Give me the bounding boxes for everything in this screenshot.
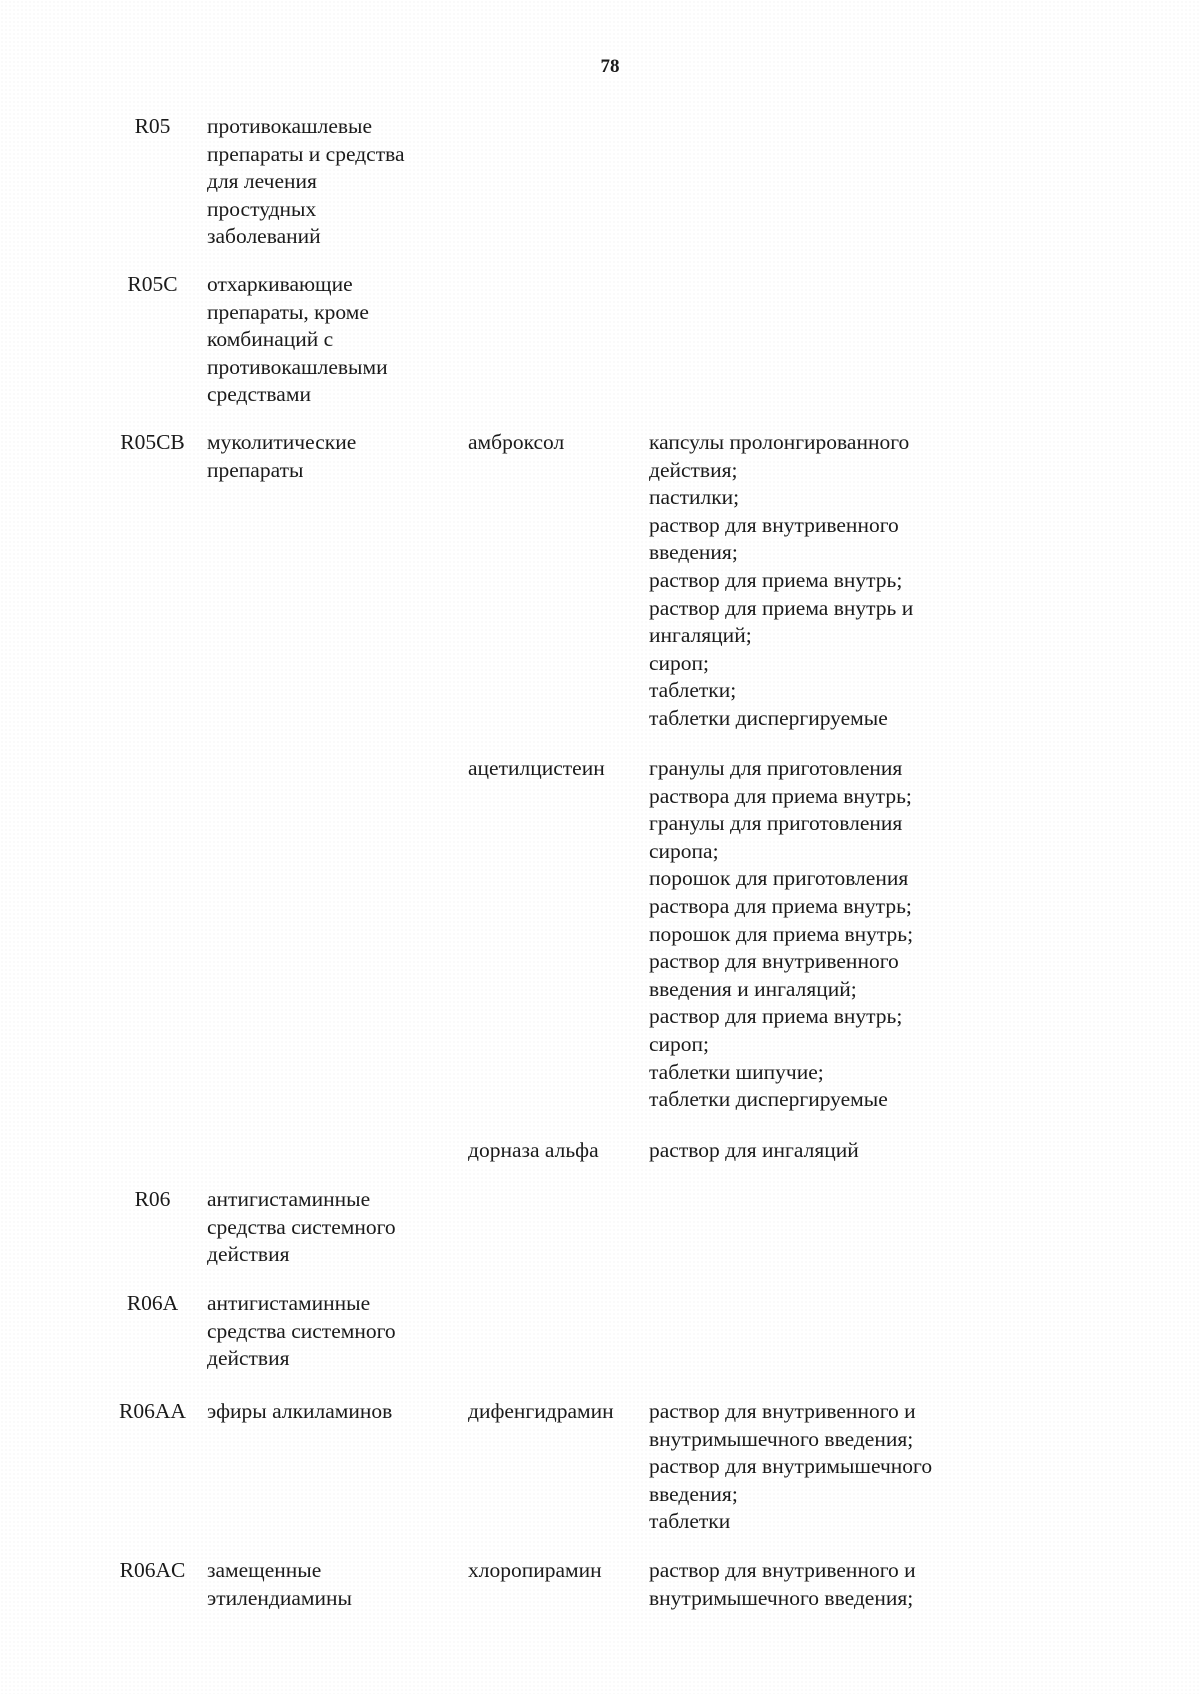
atc-group-name: [207, 113, 447, 251]
drug-name: амброксол: [468, 430, 565, 454]
form-line: гранулы для приготовления: [649, 756, 903, 780]
name-line: противокашлевыми: [207, 354, 388, 379]
name-line: антигистаминные: [207, 1187, 371, 1211]
form-line: раствор для внутривенного и: [649, 1558, 916, 1582]
atc-group-name: [207, 1557, 447, 1612]
form-line: сироп;: [649, 1031, 710, 1056]
drug-name: дифенгидрамин: [468, 1399, 614, 1423]
form-line: раствор для приема внутрь;: [649, 1004, 903, 1029]
name-line: простудных: [207, 196, 317, 221]
form-line: таблетки;: [649, 678, 737, 703]
form-line: раствор для ингаляций: [649, 1138, 859, 1162]
dosage-forms: [649, 429, 989, 733]
name-line: средствами: [207, 382, 311, 407]
form-line: внутримышечного введения;: [649, 1585, 914, 1610]
form-line: таблетки шипучие;: [649, 1059, 824, 1084]
drug-name: хлоропирамин: [468, 1558, 602, 1582]
dosage-forms: [649, 1137, 989, 1165]
drug-name: дорназа альфа: [468, 1138, 599, 1162]
dosage-forms: [649, 755, 989, 1114]
name-line: комбинаций с: [207, 327, 334, 352]
atc-group-name: [207, 1398, 447, 1426]
atc-group-name: [207, 1290, 447, 1373]
atc-code: R05: [134, 114, 171, 138]
atc-code: R06A: [126, 1291, 179, 1315]
form-line: порошок для приготовления: [649, 866, 909, 891]
dosage-forms: [649, 1398, 989, 1536]
name-line: отхаркивающие: [207, 272, 353, 296]
form-line: раствор для внутривенного и: [649, 1399, 916, 1423]
name-line: действия: [207, 1242, 290, 1267]
name-line: действия: [207, 1346, 290, 1371]
form-line: таблетки: [649, 1509, 731, 1534]
form-line: раствор для внутривенного: [649, 512, 899, 537]
form-line: сиропа;: [649, 838, 719, 863]
name-line: антигистаминные: [207, 1291, 371, 1315]
name-line: препараты: [207, 457, 304, 482]
atc-code: R06AC: [119, 1558, 186, 1582]
form-line: раствор для приема внутрь и: [649, 595, 914, 620]
form-line: введения;: [649, 540, 738, 565]
drug-name: ацетилцистеин: [468, 756, 605, 780]
name-line: эфиры алкиламинов: [207, 1399, 393, 1423]
atc-code: R06: [134, 1187, 171, 1211]
form-line: раствора для приема внутрь;: [649, 783, 912, 808]
form-line: введения и ингаляций;: [649, 976, 857, 1001]
form-line: таблетки диспергируемые: [649, 705, 888, 730]
form-line: гранулы для приготовления: [649, 811, 903, 836]
name-line: этилендиамины: [207, 1585, 352, 1610]
page-number: 78: [600, 56, 620, 77]
form-line: действия;: [649, 457, 738, 482]
name-line: противокашлевые: [207, 114, 373, 138]
form-line: ингаляций;: [649, 623, 752, 648]
name-line: средства системного: [207, 1318, 396, 1343]
form-line: раствор для внутримышечного: [649, 1454, 933, 1479]
form-line: раствор для приема внутрь;: [649, 567, 903, 592]
name-line: муколитические: [207, 430, 357, 454]
atc-code: R05C: [127, 272, 178, 296]
atc-code: R06AA: [119, 1399, 186, 1423]
form-line: введения;: [649, 1481, 738, 1506]
form-line: порошок для приема внутрь;: [649, 921, 914, 946]
name-line: препараты, кроме: [207, 299, 369, 324]
name-line: средства системного: [207, 1214, 396, 1239]
atc-group-name: [207, 271, 447, 409]
form-line: пастилки;: [649, 485, 740, 510]
atc-code: R05CB: [120, 430, 185, 454]
form-line: раствора для приема внутрь;: [649, 893, 912, 918]
form-line: раствор для внутривенного: [649, 949, 899, 974]
name-line: препараты и средства: [207, 141, 405, 166]
form-line: внутримышечного введения;: [649, 1426, 914, 1451]
dosage-forms: [649, 1557, 989, 1612]
name-line: заболеваний: [207, 224, 321, 249]
atc-group-name: [207, 1186, 447, 1269]
name-line: замещенные: [207, 1558, 322, 1582]
atc-group-name: [207, 429, 447, 484]
form-line: сироп;: [649, 650, 710, 675]
form-line: таблетки диспергируемые: [649, 1087, 888, 1112]
name-line: для лечения: [207, 169, 317, 194]
form-line: капсулы пролонгированного: [649, 430, 910, 454]
